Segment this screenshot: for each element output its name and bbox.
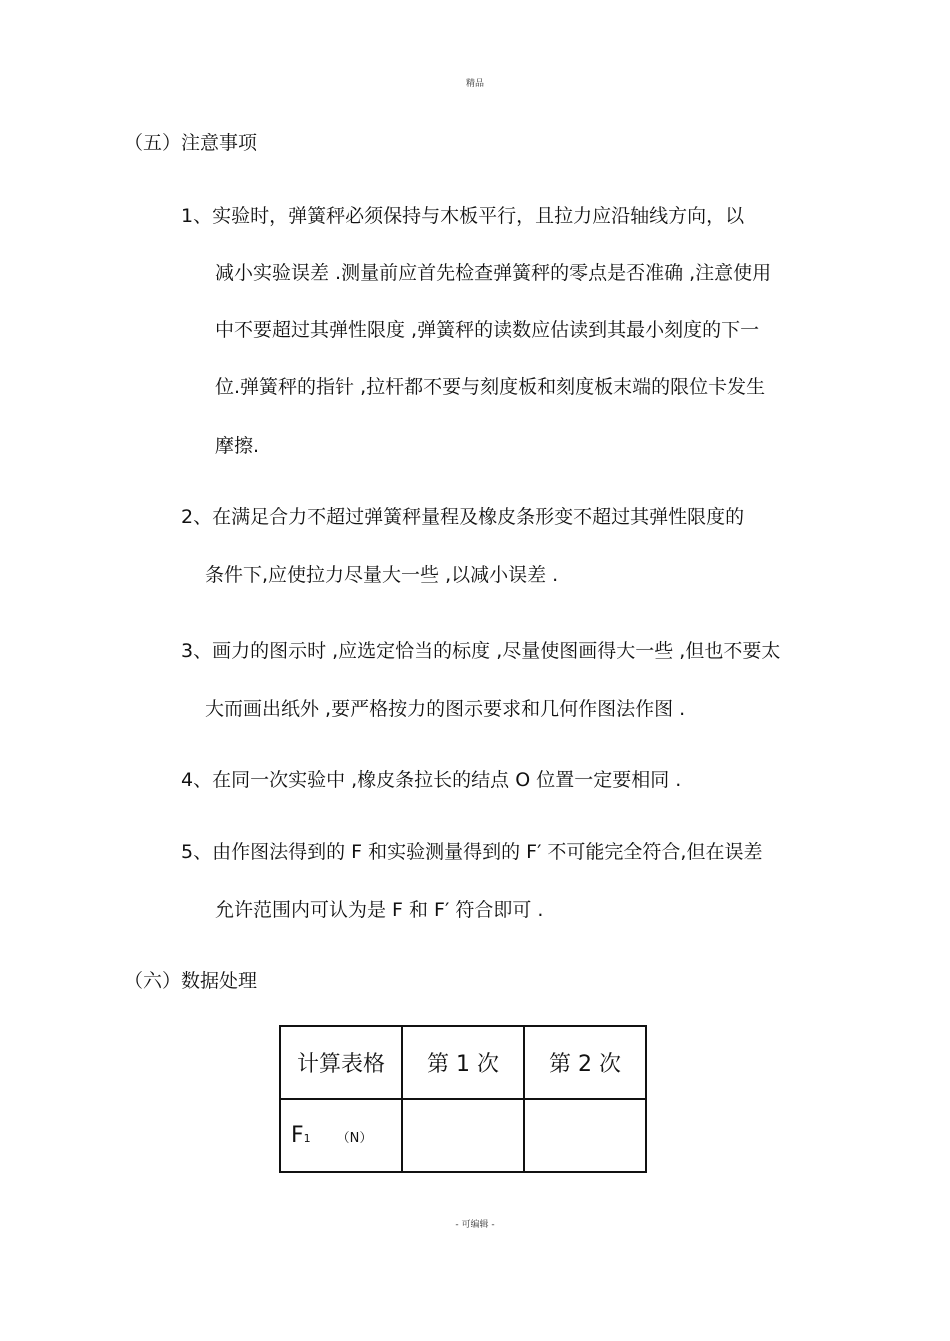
item-5-line-1: 5、由作图法得到的 F 和实验测量得到的 F′ 不可能完全符合,但在误差 xyxy=(181,841,763,863)
table-header-row xyxy=(280,1026,646,1099)
item-3-line-1: 3、画力的图示时 ,应选定恰当的标度 ,尽量使图画得大一些 ,但也不要太 xyxy=(181,640,781,662)
table-row xyxy=(280,1099,646,1172)
page-footer: - 可编辑 - xyxy=(455,1220,495,1230)
section-title-data-processing: （六）数据处理 xyxy=(124,970,258,992)
item-3-line-2: 大而画出纸外 ,要严格按力的图示要求和几何作图法作图 . xyxy=(205,698,686,720)
row-label-f1 xyxy=(280,1099,402,1172)
table-header-cell: 第 2 次 xyxy=(524,1026,646,1099)
item-4-line-1: 4、在同一次实验中 ,橡皮条拉长的结点 O 位置一定要相同 . xyxy=(181,769,682,791)
item-1-line-2: 减小实验误差 .测量前应首先检查弹簧秤的零点是否准确 ,注意使用 xyxy=(215,262,772,284)
table-cell-trial-1 xyxy=(402,1099,524,1172)
table-header-cell: 第 1 次 xyxy=(402,1026,524,1099)
force-subscript: 1 xyxy=(303,1132,311,1145)
item-1-line-1: 1、实验时，弹簧秤必须保持与木板平行，且拉力应沿轴线方向，以 xyxy=(181,205,745,227)
item-1-line-3: 中不要超过其弹性限度 ,弹簧秤的读数应估读到其最小刻度的下一 xyxy=(215,319,760,341)
item-2-line-2: 条件下,应使拉力尽量大一些 ,以减小误差 . xyxy=(205,564,559,586)
table-cell-trial-2 xyxy=(524,1099,646,1172)
item-5-line-2: 允许范围内可认为是 F 和 F′ 符合即可 . xyxy=(215,899,544,921)
page-header: 精品 xyxy=(465,79,484,89)
calculation-table xyxy=(279,1025,647,1173)
item-1-line-5: 摩擦. xyxy=(215,435,260,457)
table-header-cell: 计算表格 xyxy=(280,1026,402,1099)
section-title-precautions: （五）注意事项 xyxy=(124,132,258,154)
force-symbol: F xyxy=(291,1123,304,1148)
item-2-line-1: 2、在满足合力不超过弹簧秤量程及橡皮条形变不超过其弹性限度的 xyxy=(181,506,745,528)
item-1-line-4: 位.弹簧秤的指针 ,拉杆都不要与刻度板和刻度板末端的限位卡发生 xyxy=(215,376,766,398)
unit-label: （N） xyxy=(336,1131,373,1146)
